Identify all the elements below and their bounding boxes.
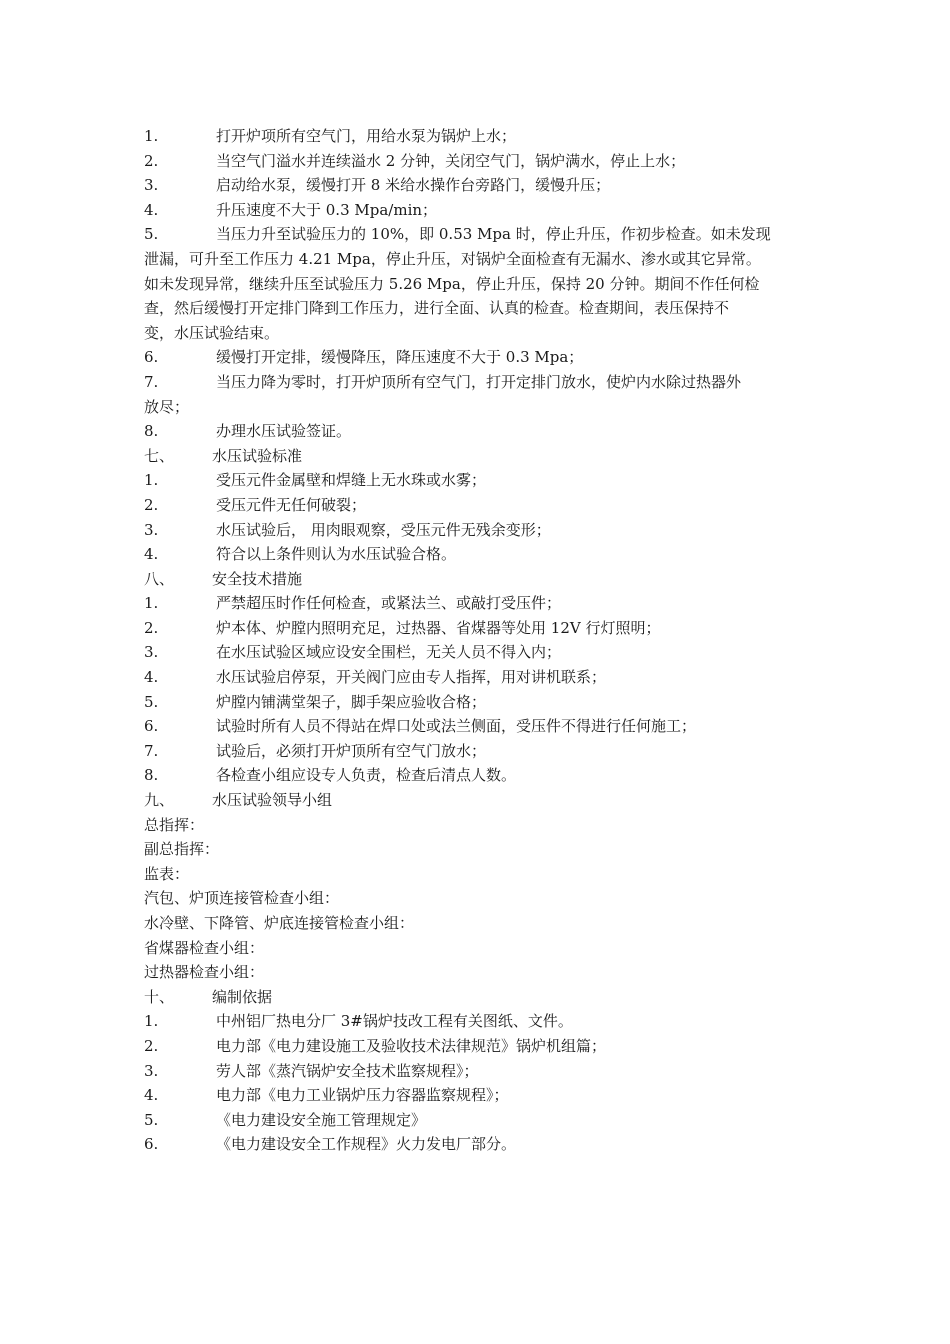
text-line — [144, 665, 824, 690]
text-line — [144, 419, 824, 444]
item-number: 8. — [144, 422, 159, 441]
text-line — [144, 690, 824, 715]
item-number: 5. — [144, 692, 159, 711]
item-number: 3. — [144, 643, 159, 662]
line-text: 电力部《电力工业锅炉压力容器监察规程》； — [216, 1086, 509, 1105]
item-number: 1. — [144, 471, 159, 490]
text-line — [144, 886, 824, 911]
text-line — [144, 173, 824, 198]
text-line — [144, 837, 824, 862]
item-number: 2. — [144, 1036, 159, 1055]
item-number: 7. — [144, 741, 159, 760]
text-line — [144, 960, 824, 985]
line-text: 劳人部《蒸汽锅炉安全技术监察规程》； — [216, 1061, 479, 1080]
line-text: 炉本体、炉膛内照明充足，过热器、省煤器等处用 12V 行灯照明； — [216, 618, 661, 637]
line-text: 电力部《电力建设施工及验收技术法律规范》锅炉机组篇； — [216, 1036, 607, 1055]
section-number: 八、 — [144, 569, 175, 588]
item-number: 5. — [144, 225, 159, 244]
document-body — [144, 124, 824, 1157]
line-text: 各检查小组应设专人负责，检查后清点人数。 — [216, 766, 517, 785]
section-number: 九、 — [144, 791, 175, 810]
section-heading — [144, 985, 824, 1010]
section-title: 安全技术措施 — [212, 569, 303, 588]
line-text: 严禁超压时作任何检查，或紧法兰、或敲打受压件； — [216, 594, 562, 613]
item-number: 1. — [144, 594, 159, 613]
text-line — [144, 198, 824, 223]
section-heading — [144, 788, 824, 813]
line-text: 放尽； — [144, 397, 190, 416]
text-line — [144, 247, 824, 272]
line-text: 水冷壁、下降管、炉底连接管检查小组： — [144, 914, 415, 932]
text-line — [144, 395, 824, 420]
text-line — [144, 222, 824, 247]
section-title: 水压试验标准 — [212, 446, 303, 465]
item-number: 8. — [144, 766, 159, 785]
text-line — [144, 813, 824, 838]
text-line — [144, 272, 824, 297]
text-line — [144, 714, 824, 739]
item-number: 4. — [144, 200, 159, 219]
line-text: 监表： — [144, 864, 190, 883]
text-line — [144, 739, 824, 764]
line-text: 在水压试验区域应设安全围栏，无关人员不得入内； — [216, 643, 562, 662]
item-number: 4. — [144, 1086, 159, 1105]
line-text: 《电力建设安全施工管理规定》 — [216, 1110, 427, 1129]
text-line — [144, 1132, 824, 1157]
section-number: 十、 — [144, 987, 175, 1006]
text-line — [144, 296, 824, 321]
item-number: 3. — [144, 520, 159, 539]
text-line — [144, 370, 824, 395]
text-line — [144, 640, 824, 665]
line-text: 省煤器检查小组： — [144, 938, 265, 957]
line-text: 汽包、炉顶连接管检查小组： — [144, 889, 340, 908]
section-number: 七、 — [144, 446, 175, 465]
item-number: 6. — [144, 717, 159, 736]
text-line — [144, 518, 824, 543]
section-title: 编制依据 — [212, 987, 273, 1006]
text-line — [144, 1059, 824, 1084]
text-line — [144, 911, 824, 936]
text-line — [144, 591, 824, 616]
line-text: 《电力建设安全工作规程》火力发电厂部分。 — [216, 1135, 517, 1154]
line-text: 当压力升至试验压力的 10%，即 0.53 Mpa 时，停止升压，作初步检查。如未发现 — [216, 225, 771, 244]
item-number: 7. — [144, 372, 159, 391]
item-number: 2. — [144, 495, 159, 514]
line-text: 总指挥： — [144, 815, 205, 834]
text-line — [144, 468, 824, 493]
text-line — [144, 1083, 824, 1108]
line-text: 变，水压试验结束。 — [144, 323, 280, 342]
line-text: 打开炉项所有空气门，用给水泵为锅炉上水； — [216, 127, 517, 145]
text-line — [144, 493, 824, 518]
text-line — [144, 321, 824, 346]
text-line — [144, 862, 824, 887]
item-number: 4. — [144, 545, 159, 564]
section-heading — [144, 444, 824, 469]
line-text: 中州铝厂热电分厂 3#锅炉技改工程有关图纸、文件。 — [216, 1012, 573, 1031]
item-number: 3. — [144, 176, 159, 195]
text-line — [144, 1009, 824, 1034]
line-text: 过热器检查小组： — [144, 963, 265, 982]
line-text: 炉膛内铺满堂架子，脚手架应验收合格； — [216, 692, 487, 711]
text-line — [144, 1108, 824, 1133]
text-line — [144, 542, 824, 567]
item-number: 1. — [144, 127, 159, 145]
item-number: 3. — [144, 1061, 159, 1080]
line-text: 试验时所有人员不得站在焊口处或法兰侧面，受压件不得进行任何施工； — [216, 717, 697, 736]
line-text: 水压试验后， 用肉眼观察，受压元件无残余变形； — [216, 520, 551, 539]
text-line — [144, 149, 824, 174]
line-text: 试验后，必须打开炉顶所有空气门放水； — [216, 741, 487, 760]
item-number: 4. — [144, 668, 159, 687]
item-number: 2. — [144, 618, 159, 637]
item-number: 1. — [144, 1012, 159, 1031]
line-text: 查，然后缓慢打开定排门降到工作压力，进行全面、认真的检查。检查期间，表压保持不 — [144, 299, 730, 318]
line-text: 启动给水泵，缓慢打开 8 米给水操作台旁路门，缓慢升压； — [216, 176, 611, 195]
line-text: 如未发现异常，继续升压至试验压力 5.26 Mpa，停止升压，保持 20 分钟。期间不作任何检 — [144, 274, 760, 293]
text-line — [144, 124, 824, 149]
line-text: 受压元件金属壁和焊缝上无水珠或水雾； — [216, 471, 487, 490]
line-text: 当空气门溢水并连续溢水 2 分钟，关闭空气门，锅炉满水，停止上水； — [216, 151, 686, 170]
section-title: 水压试验领导小组 — [212, 791, 333, 810]
text-line — [144, 1034, 824, 1059]
line-text: 升压速度不大于 0.3 Mpa/min； — [216, 200, 438, 219]
text-line — [144, 345, 824, 370]
text-line — [144, 936, 824, 961]
item-number: 6. — [144, 1135, 159, 1154]
line-text: 当压力降为零时，打开炉顶所有空气门，打开定排门放水，使炉内水除过热器外 — [216, 372, 742, 391]
line-text: 缓慢打开定排，缓慢降压，降压速度不大于 0.3 Mpa； — [216, 348, 584, 367]
line-text: 办理水压试验签证。 — [216, 422, 352, 441]
item-number: 5. — [144, 1110, 159, 1129]
line-text: 受压元件无任何破裂； — [216, 495, 367, 514]
text-line — [144, 616, 824, 641]
line-text: 水压试验启停泵，开关阀门应由专人指挥，用对讲机联系； — [216, 668, 607, 687]
line-text: 符合以上条件则认为水压试验合格。 — [216, 545, 457, 564]
line-text: 泄漏，可升至工作压力 4.21 Mpa，停止升压，对锅炉全面检查有无漏水、渗水或其它异常。 — [144, 249, 761, 268]
line-text: 副总指挥： — [144, 840, 220, 859]
item-number: 2. — [144, 151, 159, 170]
section-heading — [144, 567, 824, 592]
item-number: 6. — [144, 348, 159, 367]
text-line — [144, 763, 824, 788]
